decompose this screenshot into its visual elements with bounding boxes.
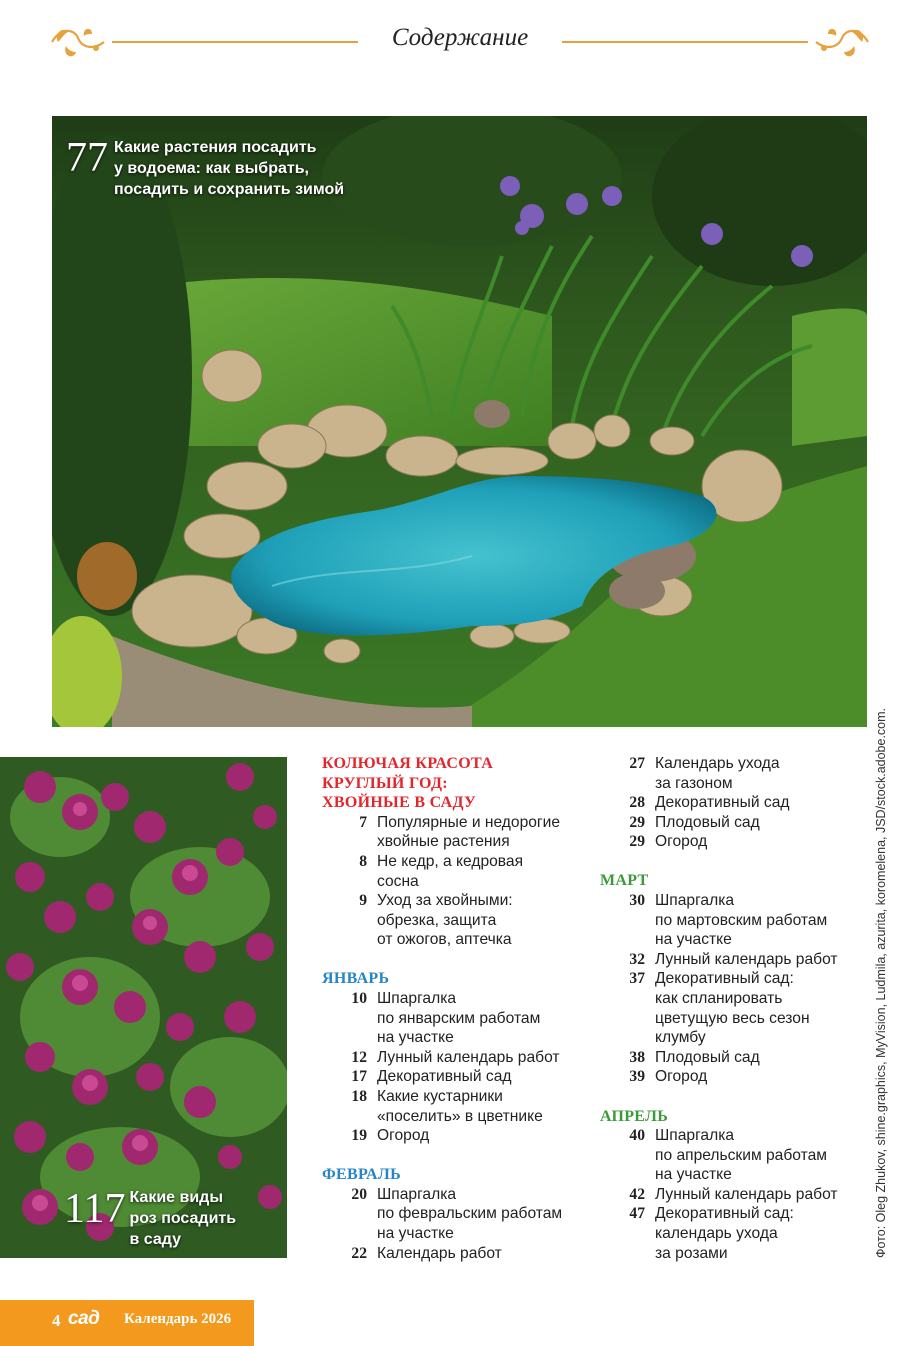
toc-page: 18 (351, 1088, 367, 1105)
toc-column-1 (322, 754, 594, 1263)
toc-text: Декоративный сад: как спланировать цветущую весь сезон клумбу (655, 970, 810, 1047)
toc-entry[interactable] (322, 1048, 594, 1068)
toc-entry[interactable] (322, 1087, 594, 1126)
toc-page: 29 (629, 833, 645, 851)
photo-roses-page-number: 117 (64, 1186, 126, 1232)
footer-magazine-title: Календарь 2026 (124, 1311, 232, 1327)
header-rule-left (112, 41, 358, 43)
magazine-logo: сад (68, 1308, 100, 1329)
section-title-march: МАРТ (600, 872, 649, 890)
toc-page: 27 (629, 755, 645, 772)
toc-page: 20 (351, 1185, 367, 1203)
toc-text: Лунный календарь работ (655, 950, 838, 968)
section-spacer (600, 1087, 865, 1107)
toc-page: 19 (351, 1127, 367, 1145)
toc-page: 8 (359, 852, 367, 870)
toc-text: Декоративный сад: календарь ухода за розами (655, 1205, 794, 1262)
toc-entry[interactable] (322, 989, 594, 1048)
toc-page: 32 (629, 950, 645, 968)
toc-text: Календарь работ (377, 1244, 502, 1262)
toc-text: Декоративный сад (655, 794, 790, 812)
toc-text: Огород (377, 1127, 430, 1145)
page-title: Содержание (391, 24, 529, 51)
toc-entry[interactable] (600, 1048, 865, 1068)
toc-text: Декоративный сад (377, 1068, 512, 1086)
toc-entry[interactable] (322, 852, 594, 891)
toc-page: 29 (629, 813, 645, 831)
toc-entry[interactable] (600, 969, 865, 1047)
photo-credit: Фото: Oleg Zhukov, shine.graphics, MyVision, Ludmila, azurita, koromelena, JSD/stock.adobe.com. (874, 707, 888, 1258)
toc-entry[interactable] (600, 1185, 865, 1205)
toc-text: Шпаргалка по январским работам на участке (377, 990, 541, 1047)
toc-entry[interactable] (600, 950, 865, 970)
toc-page: 42 (629, 1185, 645, 1203)
photo-roses-caption-text: Какие виды роз посадить в саду (129, 1189, 237, 1248)
floral-ornament-right-icon (814, 22, 872, 62)
toc-entry[interactable] (600, 1126, 865, 1185)
toc-text: Лунный календарь работ (655, 1185, 838, 1203)
toc-text: Шпаргалка по апрельским работам на участке (655, 1127, 827, 1184)
footer-page-number: 4 (52, 1311, 61, 1330)
photo-main-caption[interactable] (66, 136, 344, 200)
photo-main-caption-text: Какие растения посадить у водоема: как выбрать, посадить и сохранить зимой (114, 139, 345, 198)
toc-entry[interactable] (600, 793, 865, 813)
section-title-conifers: КОЛЮЧАЯ КРАСОТА КРУГЛЫЙ ГОД: ХВОЙНЫЕ В САДУ (322, 755, 494, 812)
toc-text: Огород (655, 1068, 708, 1086)
toc-text: Огород (655, 833, 708, 851)
toc-text: Плодовый сад (655, 1048, 760, 1066)
toc-entry[interactable] (600, 1204, 865, 1263)
toc-page: 39 (629, 1068, 645, 1086)
toc-page: 37 (629, 970, 645, 988)
toc-entry[interactable] (600, 891, 865, 950)
section-spacer (322, 1146, 594, 1166)
toc-text: Шпаргалка по февральским работам на участке (377, 1185, 563, 1243)
toc-page: 30 (629, 892, 645, 910)
toc-entry[interactable] (600, 813, 865, 833)
toc-entry[interactable] (322, 1185, 594, 1244)
toc-entry[interactable] (322, 813, 594, 852)
toc-entry[interactable] (322, 1244, 594, 1264)
section-title-april: АПРЕЛЬ (600, 1107, 669, 1125)
toc-page: 22 (351, 1244, 367, 1262)
floral-ornament-left-icon (48, 22, 106, 62)
toc-page: 38 (629, 1048, 645, 1066)
toc-text: Лунный календарь работ (377, 1048, 560, 1066)
toc-page: 28 (629, 794, 645, 812)
garden-pond-photo (52, 116, 867, 727)
toc-text: Не кедр, а кедровая сосна (377, 852, 524, 890)
toc-text: Уход за хвойными: обрезка, защита от ожогов, аптечка (377, 892, 513, 949)
toc-entry[interactable] (322, 891, 594, 950)
section-spacer (322, 950, 594, 970)
toc-entry[interactable] (322, 1067, 594, 1087)
header-rule-right (562, 41, 808, 43)
toc-page: 40 (629, 1127, 645, 1145)
page-header (0, 0, 922, 80)
toc-entry[interactable] (322, 1126, 594, 1146)
toc-page: 47 (629, 1205, 645, 1223)
toc-page: 17 (351, 1068, 367, 1086)
toc-entry[interactable] (600, 1067, 865, 1087)
toc-page: 7 (359, 813, 367, 831)
toc-page: 10 (351, 990, 367, 1008)
toc-entry[interactable] (600, 754, 865, 793)
photo-roses-caption[interactable] (64, 1186, 236, 1250)
toc-text: Шпаргалка по мартовским работам на участке (655, 892, 828, 949)
section-title-january: ЯНВАРЬ (322, 970, 390, 988)
section-title-february: ФЕВРАЛЬ (322, 1166, 401, 1184)
section-spacer (600, 852, 865, 872)
toc-column-2 (600, 754, 865, 1263)
toc-text: Календарь ухода за газоном (655, 755, 780, 792)
toc-page: 12 (351, 1048, 367, 1066)
toc-text: Популярные и недорогие хвойные растения (377, 813, 560, 851)
toc-text: Какие кустарники «поселить» в цветнике (377, 1088, 543, 1125)
toc-text: Плодовый сад (655, 813, 760, 831)
photo-main-page-number: 77 (66, 135, 108, 181)
roses-photo (0, 757, 287, 1258)
toc-entry[interactable] (600, 832, 865, 852)
toc-page: 9 (359, 892, 367, 910)
